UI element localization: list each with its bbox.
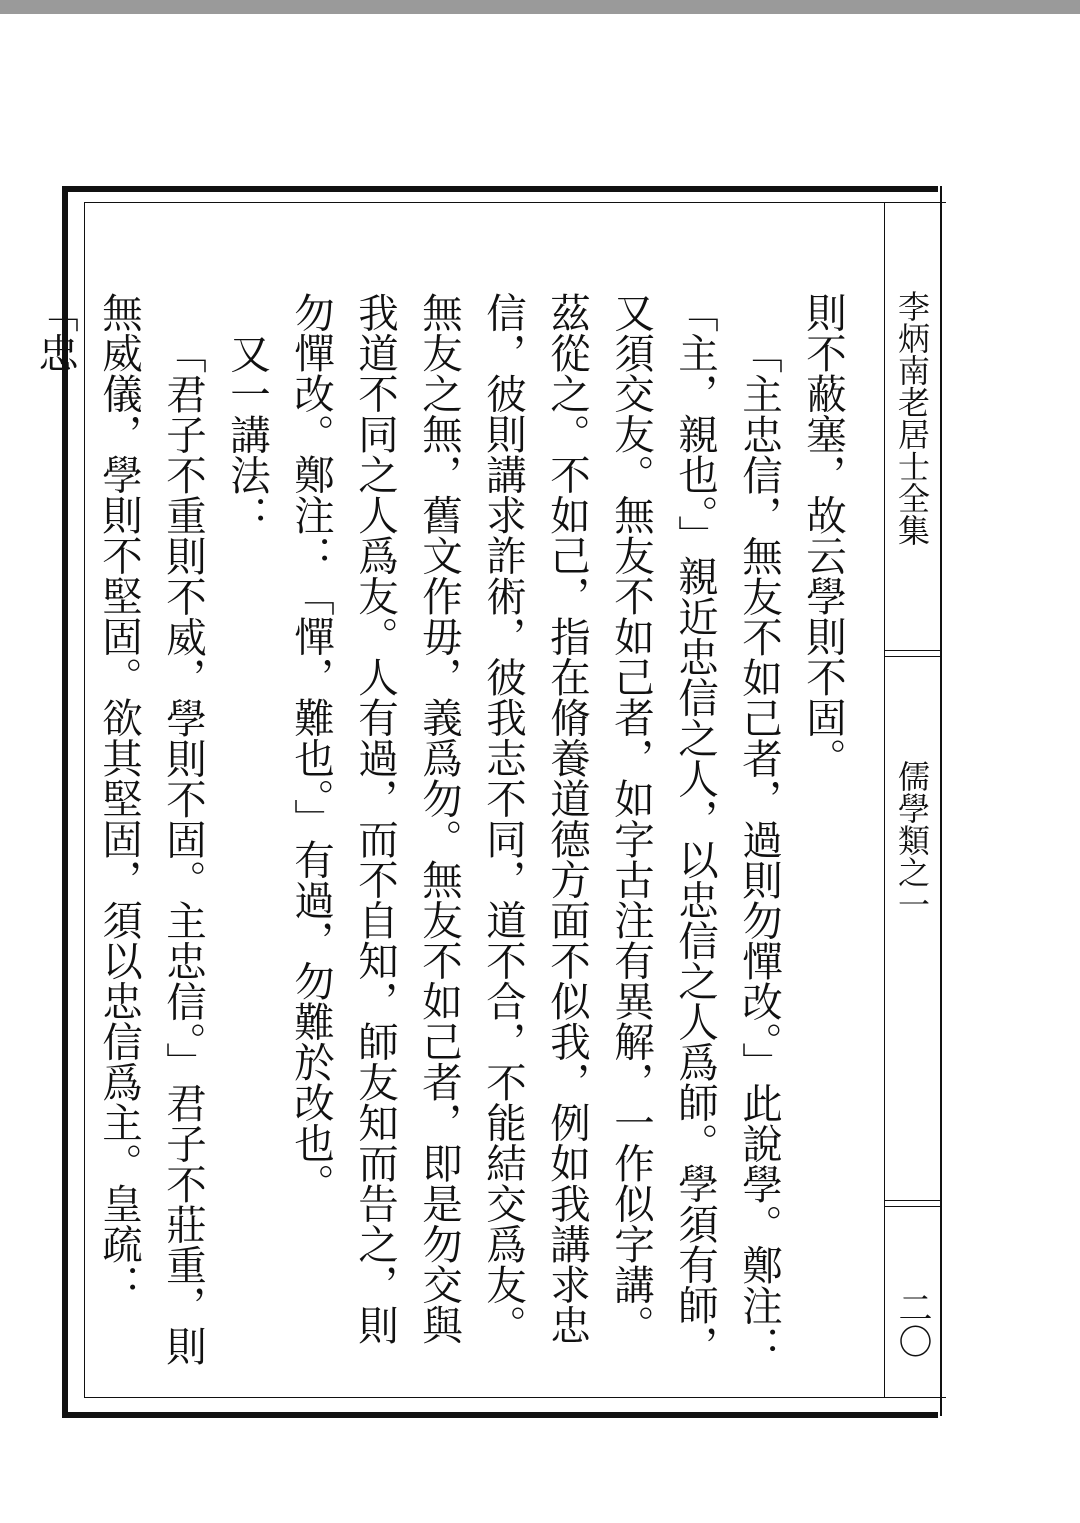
book-title: 李炳南老居士全集 xyxy=(893,290,931,546)
margin-rule-top xyxy=(884,650,940,651)
margin-rule-bottom xyxy=(884,1200,940,1201)
top-status-bar xyxy=(0,0,1080,14)
page-number: 二〇 xyxy=(892,1290,932,1358)
margin-rule-top-2 xyxy=(884,656,940,657)
paragraph: 又一講法： xyxy=(223,332,271,535)
paragraph: 則不蔽塞，故云學則不固。 xyxy=(799,292,847,778)
margin-outer-divider xyxy=(940,186,942,1416)
section-title: 儒學類之一 xyxy=(893,760,931,920)
paragraph: 「君子不重則不威，學則不固。主忠信。」君子不莊重，則無威儀，學則不堅固。欲其堅固，須以忠信爲主。皇疏：「忠 xyxy=(31,292,207,1366)
margin-divider xyxy=(884,202,885,1398)
body-text xyxy=(31,292,855,1382)
margin-rule-bottom-2 xyxy=(884,1206,940,1207)
paragraph: 「主忠信，無友不如己者，過則勿憚改。」此說學。鄭注：「主，親也。」親近忠信之人，以忠信之人爲師。學須有師，又須交友。無友不如己者，如字古注有異解，一作似字講。茲從之。不如己，指在脩養道德方面不似我，例如我講求忠信，彼則講求詐術，彼我志不同，道不合，不能結交爲友。無友之無，舊文作毋，義爲勿。無友不如己者，即是勿交與我道不同之人爲友。人有過，而不自知，師友知而告之，則勿憚改。鄭注：「憚，難也。」有過，勿難於改也。 xyxy=(287,292,783,1366)
